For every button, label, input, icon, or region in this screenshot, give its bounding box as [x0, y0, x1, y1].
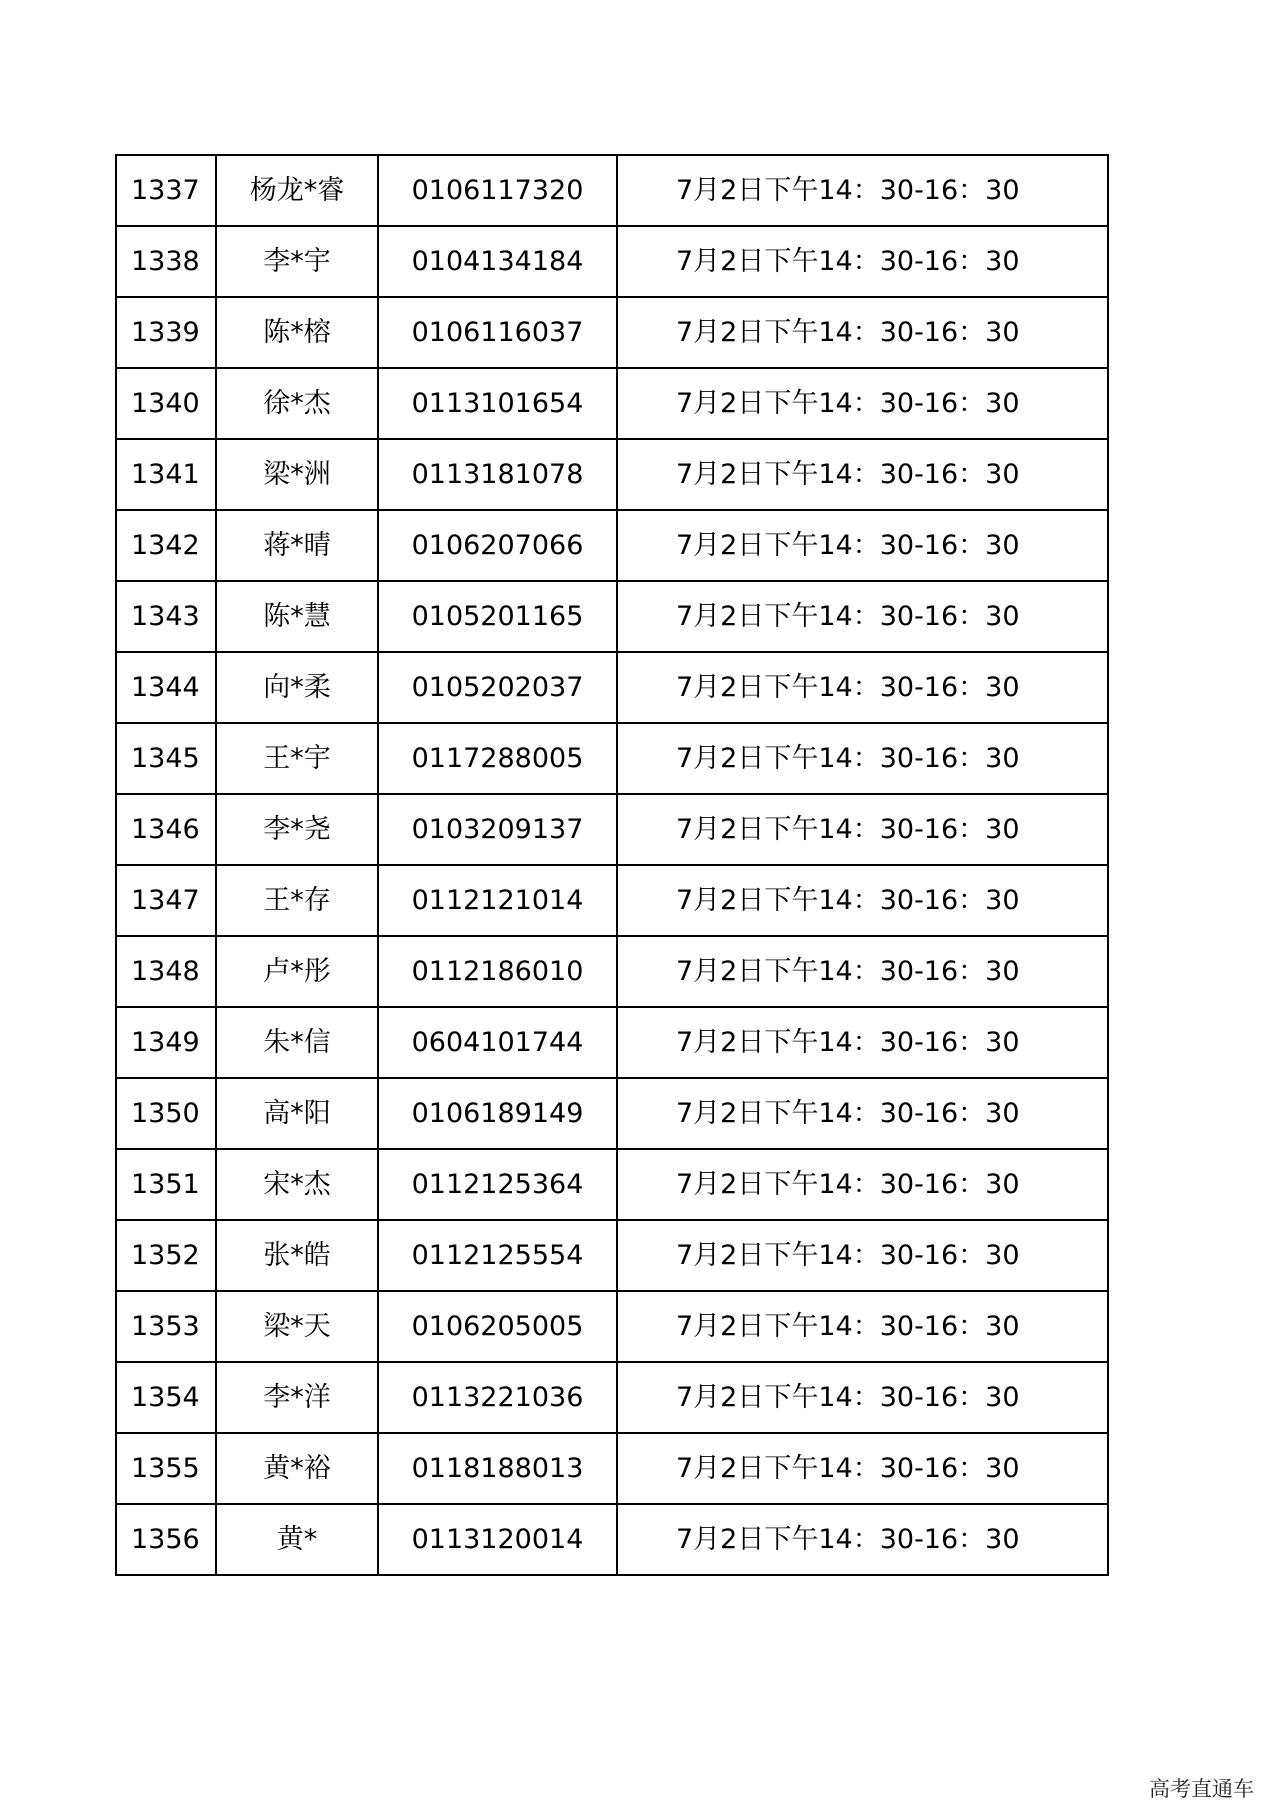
student-name-cell: 向*柔: [216, 652, 378, 723]
exam-time-cell: 7月2日下午14：30-16：30: [617, 1220, 1108, 1291]
table-row: [116, 1007, 1108, 1078]
row-number-cell: 1355: [116, 1433, 216, 1504]
row-number-cell: 1349: [116, 1007, 216, 1078]
exam-time-cell: 7月2日下午14：30-16：30: [617, 439, 1108, 510]
exam-id-cell: 0112125364: [378, 1149, 617, 1220]
table-row: [116, 865, 1108, 936]
table-row: [116, 1504, 1108, 1575]
exam-id-cell: 0118188013: [378, 1433, 617, 1504]
exam-time-cell: 7月2日下午14：30-16：30: [617, 652, 1108, 723]
student-name-cell: 张*皓: [216, 1220, 378, 1291]
exam-time-cell: 7月2日下午14：30-16：30: [617, 368, 1108, 439]
student-name-cell: 李*洋: [216, 1362, 378, 1433]
student-name-cell: 王*宇: [216, 723, 378, 794]
exam-time-cell: 7月2日下午14：30-16：30: [617, 1007, 1108, 1078]
exam-id-cell: 0106116037: [378, 297, 617, 368]
exam-time-cell: 7月2日下午14：30-16：30: [617, 794, 1108, 865]
exam-time-cell: 7月2日下午14：30-16：30: [617, 226, 1108, 297]
row-number-cell: 1344: [116, 652, 216, 723]
exam-time-cell: 7月2日下午14：30-16：30: [617, 865, 1108, 936]
schedule-table: [115, 154, 1109, 1576]
student-name-cell: 王*存: [216, 865, 378, 936]
student-name-cell: 杨龙*睿: [216, 155, 378, 226]
exam-time-cell: 7月2日下午14：30-16：30: [617, 1078, 1108, 1149]
table-row: [116, 297, 1108, 368]
row-number-cell: 1346: [116, 794, 216, 865]
exam-id-cell: 0105201165: [378, 581, 617, 652]
student-name-cell: 徐*杰: [216, 368, 378, 439]
table-row: [116, 581, 1108, 652]
table-row: [116, 1291, 1108, 1362]
exam-time-cell: 7月2日下午14：30-16：30: [617, 155, 1108, 226]
exam-time-cell: 7月2日下午14：30-16：30: [617, 936, 1108, 1007]
exam-time-cell: 7月2日下午14：30-16：30: [617, 1149, 1108, 1220]
row-number-cell: 1352: [116, 1220, 216, 1291]
row-number-cell: 1342: [116, 510, 216, 581]
exam-id-cell: 0106207066: [378, 510, 617, 581]
student-name-cell: 李*宇: [216, 226, 378, 297]
row-number-cell: 1339: [116, 297, 216, 368]
table-row: [116, 1362, 1108, 1433]
exam-time-cell: 7月2日下午14：30-16：30: [617, 581, 1108, 652]
row-number-cell: 1348: [116, 936, 216, 1007]
row-number-cell: 1354: [116, 1362, 216, 1433]
table-row: [116, 1149, 1108, 1220]
student-name-cell: 陈*慧: [216, 581, 378, 652]
table-row: [116, 368, 1108, 439]
row-number-cell: 1345: [116, 723, 216, 794]
student-name-cell: 朱*信: [216, 1007, 378, 1078]
student-name-cell: 宋*杰: [216, 1149, 378, 1220]
row-number-cell: 1337: [116, 155, 216, 226]
student-name-cell: 高*阳: [216, 1078, 378, 1149]
student-name-cell: 梁*天: [216, 1291, 378, 1362]
student-name-cell: 梁*洲: [216, 439, 378, 510]
row-number-cell: 1356: [116, 1504, 216, 1575]
row-number-cell: 1353: [116, 1291, 216, 1362]
exam-id-cell: 0105202037: [378, 652, 617, 723]
student-name-cell: 卢*彤: [216, 936, 378, 1007]
row-number-cell: 1343: [116, 581, 216, 652]
row-number-cell: 1338: [116, 226, 216, 297]
exam-id-cell: 0604101744: [378, 1007, 617, 1078]
table-row: [116, 226, 1108, 297]
exam-id-cell: 0106189149: [378, 1078, 617, 1149]
table-row: [116, 1078, 1108, 1149]
student-name-cell: 蒋*晴: [216, 510, 378, 581]
watermark-text: 高考直通车: [1149, 1777, 1254, 1801]
table-row: [116, 1220, 1108, 1291]
exam-id-cell: 0113101654: [378, 368, 617, 439]
row-number-cell: 1341: [116, 439, 216, 510]
exam-time-cell: 7月2日下午14：30-16：30: [617, 1291, 1108, 1362]
row-number-cell: 1347: [116, 865, 216, 936]
row-number-cell: 1340: [116, 368, 216, 439]
exam-time-cell: 7月2日下午14：30-16：30: [617, 1433, 1108, 1504]
row-number-cell: 1350: [116, 1078, 216, 1149]
exam-id-cell: 0112186010: [378, 936, 617, 1007]
table-row: [116, 794, 1108, 865]
table-row: [116, 1433, 1108, 1504]
exam-id-cell: 0106205005: [378, 1291, 617, 1362]
exam-id-cell: 0113181078: [378, 439, 617, 510]
table-row: [116, 936, 1108, 1007]
exam-id-cell: 0104134184: [378, 226, 617, 297]
student-name-cell: 陈*榕: [216, 297, 378, 368]
exam-time-cell: 7月2日下午14：30-16：30: [617, 723, 1108, 794]
exam-id-cell: 0113120014: [378, 1504, 617, 1575]
table-row: [116, 439, 1108, 510]
student-name-cell: 黄*裕: [216, 1433, 378, 1504]
table-row: [116, 652, 1108, 723]
exam-id-cell: 0117288005: [378, 723, 617, 794]
table-row: [116, 155, 1108, 226]
table-row: [116, 510, 1108, 581]
exam-time-cell: 7月2日下午14：30-16：30: [617, 1504, 1108, 1575]
exam-id-cell: 0112121014: [378, 865, 617, 936]
exam-time-cell: 7月2日下午14：30-16：30: [617, 510, 1108, 581]
exam-id-cell: 0106117320: [378, 155, 617, 226]
student-name-cell: 黄*: [216, 1504, 378, 1575]
student-name-cell: 李*尧: [216, 794, 378, 865]
exam-time-cell: 7月2日下午14：30-16：30: [617, 1362, 1108, 1433]
exam-id-cell: 0103209137: [378, 794, 617, 865]
exam-time-cell: 7月2日下午14：30-16：30: [617, 297, 1108, 368]
exam-id-cell: 0112125554: [378, 1220, 617, 1291]
table-body: [116, 155, 1108, 1575]
row-number-cell: 1351: [116, 1149, 216, 1220]
table-row: [116, 723, 1108, 794]
exam-id-cell: 0113221036: [378, 1362, 617, 1433]
